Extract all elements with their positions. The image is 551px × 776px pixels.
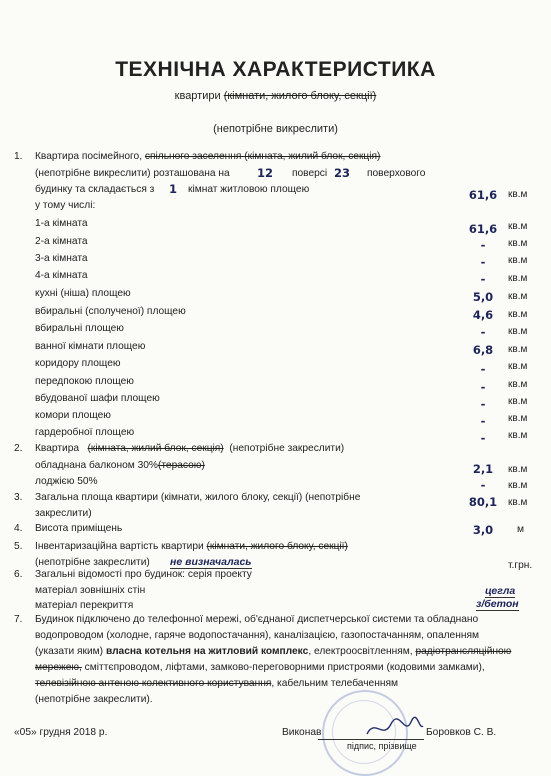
document-subtitle (0, 90, 551, 102)
s4-a: Висота приміщень (35, 523, 123, 534)
section-1-line-1 (35, 151, 380, 162)
row-value: 5,0 (472, 290, 494, 304)
row-value: 61,6 (468, 222, 498, 236)
row-value: 6,8 (472, 343, 494, 357)
floor-material: з/бетон (476, 598, 519, 610)
row-value: - (480, 380, 486, 394)
s3-b: закреслити) (35, 508, 92, 519)
document-date: «05» грудня 2018 р. (14, 727, 108, 738)
row-value: - (480, 362, 486, 376)
row-label: 2-а кімната (35, 236, 88, 247)
row-unit: кв.м (508, 361, 528, 372)
s7-l3c: , електроосвітленням, (308, 646, 413, 657)
s7-line-1: Будинок підключено до телефонної мережі, об'єднаної диспетчерської системи та обладнано (35, 614, 479, 625)
signature-caption: підпис, прізвище (347, 741, 417, 751)
s1-a-struck: спільного заселення (кімната, жилий блок, секція) (144, 151, 381, 162)
s2-a-struck: (кімната, жилий блок, секція) (87, 443, 224, 454)
row-value: - (480, 325, 486, 339)
executor-label: Виконав (282, 727, 322, 738)
row-label: 1-а кімната (35, 218, 88, 229)
subtitle-prefix: квартири (174, 90, 224, 102)
row-label: вбиральні площею (35, 323, 124, 334)
row-label: комори площею (35, 410, 111, 421)
subtitle-struck: (кімнати, жилого блоку, секції) (223, 90, 377, 102)
row-unit: кв.м (508, 396, 528, 407)
s6-b: матеріал зовнішніх стін (35, 585, 146, 596)
s6-c: матеріал перекриття (35, 600, 134, 611)
row-label: ванної кімнати площею (35, 341, 146, 352)
s2-b: (непотрібне закреслити) (229, 443, 345, 454)
row-unit: кв.м (508, 291, 528, 302)
s1-c: поверсі (292, 168, 328, 179)
s7-l3d: радіотрансляційною (415, 646, 512, 657)
s5-a: Інвентаризаційна вартість квартири (35, 541, 204, 552)
s1-e: будинку та складається з (35, 184, 155, 195)
row-label: передпокою площею (35, 376, 134, 387)
s7-l4b: сміттєпроводом, ліфтами, замково-переговорними пристроями (кодовими замками), (81, 662, 485, 673)
s7-line-4 (35, 662, 485, 673)
inventory-value-handwritten: не визначалась (170, 556, 252, 568)
row-label: кухні (ніша) площею (35, 288, 131, 299)
s7-l3b: власна котельня на житловий комплекс (105, 646, 309, 657)
row-unit: кв.м (508, 238, 528, 249)
row-label: 4-а кімната (35, 270, 88, 281)
section-2-line-2 (35, 460, 205, 471)
s5-b: (непотрібне закреслити) (35, 557, 150, 568)
section-2-line-1 (35, 443, 344, 454)
row-label: вбудованої шафи площею (35, 393, 160, 404)
row-label: 3-а кімната (35, 253, 88, 264)
section-5-line-1 (35, 541, 348, 552)
s1-f: кімнат житловою площею (188, 184, 310, 195)
section-7-number: 7. (14, 614, 23, 625)
s7-line-6: (непотрібне закреслити). (35, 694, 153, 705)
loggia-unit: кв.м (508, 480, 528, 491)
s1-d: поверхового (367, 168, 426, 179)
s6-a: Загальні відомості про будинок: серія проекту (35, 569, 252, 580)
s1-g: у тому числі: (35, 200, 96, 211)
height-unit: м (517, 524, 525, 535)
s1-a: Квартира посімейного, (35, 151, 143, 162)
row-value: 4,6 (472, 308, 494, 322)
signature-line (318, 739, 424, 740)
row-unit: кв.м (508, 221, 528, 232)
section-3-number: 3. (14, 492, 23, 503)
strike-note: (непотрібне викреслити) (213, 123, 338, 135)
s7-l3a: (указати яким) (35, 646, 104, 657)
executor-name: Боровков С. В. (426, 727, 497, 738)
row-unit: кв.м (508, 309, 528, 320)
signature-mark (365, 714, 425, 742)
s3-a: Загальна площа квартири (кімнати, жилого блоку, секції) (непотрібне (35, 492, 361, 503)
row-unit: кв.м (508, 379, 528, 390)
row-value: - (480, 431, 486, 445)
s2-d: лоджією 50% (35, 476, 98, 487)
s2-c: обладнана балконом 30% (35, 460, 158, 471)
row-unit: кв.м (508, 326, 528, 337)
s2-a: Квартира (35, 443, 80, 454)
row-value: - (480, 272, 486, 286)
row-unit: кв.м (508, 413, 528, 424)
section-6-number: 6. (14, 569, 23, 580)
wall-material: цегла (485, 585, 516, 597)
section-2-number: 2. (14, 443, 23, 454)
s1-b: (непотрібне викреслити) розташована на (35, 168, 230, 179)
row-label: гардеробної площею (35, 427, 135, 438)
row-label: коридору площею (35, 358, 121, 369)
loggia-value: - (480, 478, 486, 492)
s7-line-5 (35, 678, 398, 689)
section-1-number: 1. (14, 151, 23, 162)
section-5-number: 5. (14, 541, 23, 552)
s7-line-2: водопроводом (холодне, гаряче водопостачання), каналізацією, газопостачанням, опаленням (35, 630, 479, 641)
balcony-value: 2,1 (472, 462, 494, 476)
row-value: - (480, 414, 486, 428)
floor-number: 12 (257, 166, 274, 180)
s7-line-3 (35, 646, 511, 657)
floors-total: 23 (334, 166, 351, 180)
s7-l4a: мережею, (35, 662, 82, 673)
row-unit: кв.м (508, 344, 528, 355)
document-title: ТЕХНІЧНА ХАРАКТЕРИСТИКА (115, 58, 436, 81)
living-area-value: 61,6 (468, 188, 498, 202)
rooms-count: 1 (169, 182, 178, 196)
row-unit: кв.м (508, 255, 528, 266)
total-area-value: 80,1 (468, 495, 498, 509)
row-value: - (480, 255, 486, 269)
s5-a-struck: (кімнати, жилого блоку, секції) (206, 541, 348, 552)
row-label: вбиральні (сполученої) площею (35, 306, 186, 317)
row-unit: кв.м (508, 273, 528, 284)
s7-l5a: телевізійною антеною колективного користування (35, 678, 272, 689)
row-value: - (480, 238, 486, 252)
inventory-unit: т.грн. (508, 560, 533, 571)
s7-l5b: , кабельним телебаченням (271, 678, 398, 689)
row-value: - (480, 397, 486, 411)
balcony-unit: кв.м (508, 464, 528, 475)
s2-c-struck: (терасою) (157, 460, 205, 471)
row-unit: кв.м (508, 430, 528, 441)
section-4-number: 4. (14, 523, 23, 534)
height-value: 3,0 (472, 523, 494, 537)
total-area-unit: кв.м (508, 497, 528, 508)
living-area-unit: кв.м (508, 189, 528, 200)
